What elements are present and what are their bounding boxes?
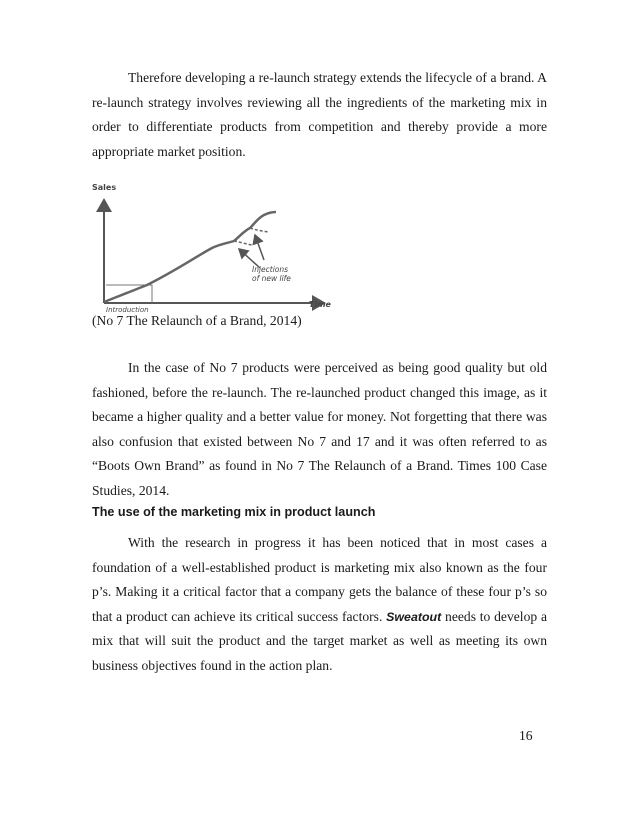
injection-arrow-2	[255, 235, 264, 260]
figure-caption: (No 7 The Relaunch of a Brand, 2014)	[92, 313, 302, 328]
new-growth-curve-1	[234, 228, 250, 241]
new-growth-curve-2	[250, 212, 276, 228]
x-axis-label: Time	[309, 300, 331, 309]
introduction-stage-box	[106, 285, 152, 303]
paragraph-text-before: With the research in progress it has been noticed that in most cases a foundation of a well-established product is marketing mix also known as the four p’s. Making it a critical factor that a company gets the balance of these four p’s so that a product can achieve its critical success factors.	[92, 535, 547, 624]
y-axis-label: Sales	[92, 183, 117, 192]
decline-dashed-2	[250, 228, 268, 232]
introduction-label: Introduction	[106, 306, 149, 313]
annotation-line-1: Injections	[252, 265, 289, 274]
section-heading: The use of the marketing mix in product launch	[92, 505, 376, 519]
paragraph-relaunch-strategy: Therefore developing a re-launch strategy extends the lifecycle of a brand. A re-launch strategy involves reviewing all the ingredients of the marketing mix in order to differentiate products from competition and thereby provide a more appropriate market position.	[92, 70, 547, 159]
page-number: 16	[519, 728, 533, 743]
paragraph-no7-case: In the case of No 7 products were perceived as being good quality but old fashioned, before the re-launch. The re-launched product changed this image, as it became a higher quality and a better value for money. Not forgetting that there was also confusion that existed between No 7 and 17 and it was often referred to as “Boots Own Brand” as found in No 7 The Relaunch of a Brand. Times 100 Case Studies, 2014.	[92, 360, 547, 498]
sales-curve	[104, 241, 234, 302]
lifecycle-diagram	[92, 178, 342, 313]
annotation-line-2: of new life	[252, 274, 291, 283]
brand-name: Sweatout	[386, 609, 442, 624]
decline-dashed-1	[234, 241, 252, 245]
paragraph-text-after: needs to develop a mix that will suit the product and the target market as well as meeting its own business objectives found in the action plan.	[92, 608, 547, 673]
product-lifecycle-figure	[92, 178, 342, 313]
paragraph-marketing-mix	[92, 531, 547, 679]
